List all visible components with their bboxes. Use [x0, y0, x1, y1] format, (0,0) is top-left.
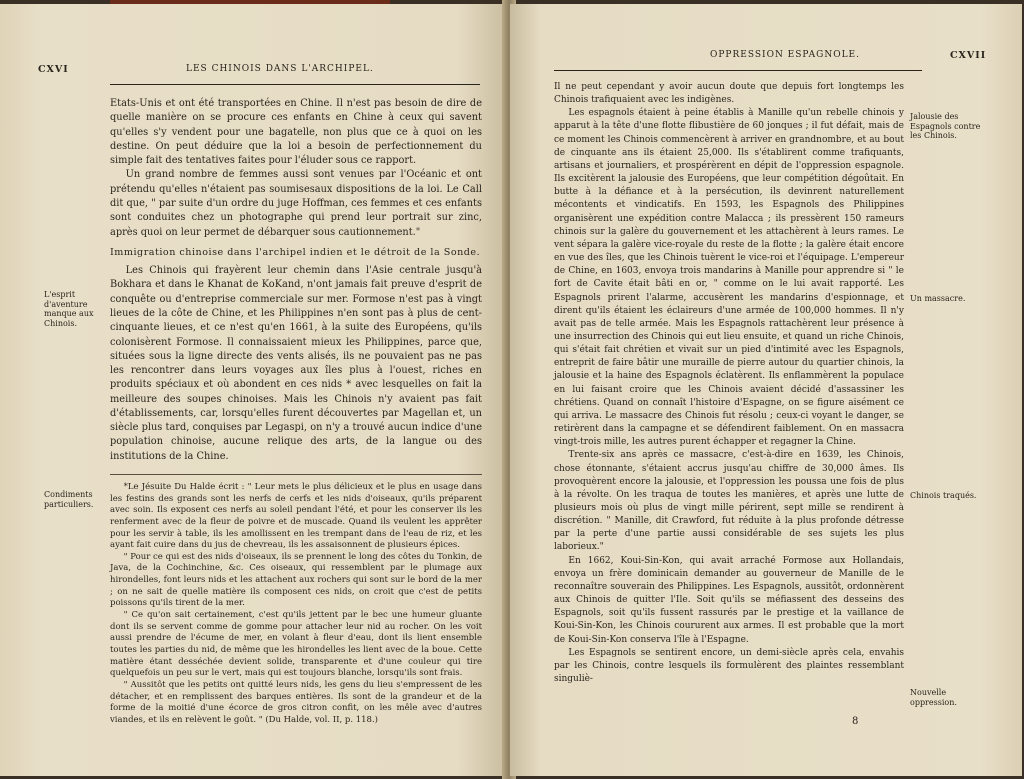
left-head-rule [110, 84, 480, 85]
right-paragraph-3: Trente-six ans après ce massacre, c'est-à-dire en 1639, les Chinois, chose étonnante, s'étaient accrus jusqu'au chiffre de 30,000 âmes. Ils provoquèrent encore la jalousie, et l'oppression les poussa une fois de plus à la révolte. On les traqua de toutes les manières, et après une lutte de plusieurs mois où plus de vingt mille périrent, sept mille se rendirent à discrétion. " Manille, dit Crawford, fut réduite à la plus profonde détresse par la perte d'une partie aussi considérable de ses sujets les plus laborieux." [554, 450, 904, 553]
right-paragraph-2: Les espagnols étaient à peine établis à Manille qu'un rebelle chinois y apparut à la tête d'une flotte flibustière de 60 jonques ; il fut défait, mais de ce moment les Chinois commencèrent à arriver en grandnombre, et au bout de cinquante ans ils étaient 25,000. Ils s'établirent comme trafiquants, artisans et journaliers, et prospérèrent en dépit de l'oppression espagnole. Ils excitèrent la jalousie des Européens, que leur compétition dégoûtait. En butte à la défiance et à la persécution, ils devinrent naturellement mécontents et vindicatifs. En 1593, les Espagnols des Philippines organisèrent une expédition contre Malacca ; ils pressèrent 150 rameurs chinois sur la galère du gouvernement et les attachèrent à leurs rames. Le vent sépara la galère vice-royale du reste de la flotte ; la galère était encore en vue des îles, que les Chinois tuèrent le vice-roi et l'équipage. L'empereur de Chine, en 1603, envoya trois mandarins à Manille pour apprendre si " le fort de Cavite était bâti en or, " comme on le lui avait rapporté. Les Espagnols prirent l'alarme, accusèrent les mandarins d'espionnage, et dirent qu'ils étaient les éclaireurs d'une armée de 100,000 hommes. Il n'y avait pas de telle armée. Mais les Espagnols rattachèrent leur présence à une insurrection des Chinois qui eut lieu ensuite, et quand un riche Chinois, qui s'était fait chrétien et vivait sur un pied d'intimité avec les Espagnols, entreprit de faire bâtir une muraille de pierre autour du quartier chinois, la jalousie et la haine des Espagnols éclatèrent. Ils enflammèrent la populace en lui faisant croire que les Chinois avaient décidé d'assassiner les chrétiens. Quand on connaît l'histoire d'Espagne, on se figure aisément ce qui arriva. Le massacre des Chinois fut résolu ; ceux-ci voyant le danger, se retirèrent dans la campagne et se défendirent faiblement. On en massacra vingt-trois mille, les autres purent échapper et regagner la Chine. [554, 108, 904, 448]
footnote-2: " Pour ce qui est des nids d'oiseaux, ils se prennent le long des côtes du Tonkin, de Java, de la Cochinchine, &c. Ces oiseaux, qui ressemblent par le plumage aux hirondelles, font leurs nids et les attachent aux rochers qui sont sur le bord de la mer ; on ne sait de quelle matière ils composent ces nids, on croit que c'est de petits poissons qu'ils tirent de la mer. [110, 551, 482, 609]
section-heading: Immigration chinoise dans l'archipel indien et le détroit de la Sonde. [110, 246, 481, 258]
right-main-text [554, 81, 904, 686]
left-margin-note-1: L'esprit d'aventure manque aux Chinois. [44, 290, 94, 328]
right-margin-note-3: Chinois traqués. [910, 491, 977, 500]
footnote-3: " Ce qu'on sait certainement, c'est qu'ils jettent par le bec une humeur gluante dont ils se servent comme de gomme pour attacher leur nid au rocher. On les voit aussi prendre de l'écume de mer, en volant à fleur d'eau, dont ils lient ensemble toutes les parties du nid, de même que les hirondelles les lient avec de la boue. Cette matière étant desséchée devient solide, transparente et d'une couleur qui tire quelquefois un peu sur le vert, mais qui est toujours blanche, lorsqu'ils sont frais. [110, 610, 482, 679]
footnote-1: *Le Jésuite Du Halde écrit : " Leur mets le plus délicieux et le plus en usage dans les festins des grands sont les nerfs de cerfs et les nids d'oiseaux, qu'ils préparent avec soin. Ils exposent ces nerfs au soleil pendant l'été, et pour les conserver ils les renferment avec de la fleur de poivre et de muscade. Quand ils veulent les apprêter pour les servir à table, ils les amollissent en les trempant dans de l'eau de riz, et les ayant fait cuire dans du jus de chevreau, ils les assaisonnent de plusieurs épices. [110, 482, 482, 551]
left-paragraph-1: Etats-Unis et ont été transportées en Chine. Il n'est pas besoin de dire de quelle manière on se procure ces enfants en Chine à ceux qui savent qu'elles s'y vendent pour une bagatelle, non plus que ce à quoi on les destine. On peut déduire que la loi a besoin de perfectionnement du simple fait des tentatives faites pour l'éluder sous ce rapport. [110, 98, 482, 167]
footnotes [110, 482, 482, 726]
left-page [0, 4, 508, 776]
left-page-number: CXVI [38, 64, 69, 75]
right-head-rule [554, 70, 922, 71]
left-paragraph-2: Un grand nombre de femmes aussi sont venues par l'Océanic et ont prétendu qu'elles n'étaient pas soumisesaux dispositions de la loi. Le Call dit que, " par suite d'un ordre du juge Hoffman, ces femmes et ces enfants sont conduites chez un photographe qui prend leur portrait sur zinc, après quoi on leur permet de débarquer sous cautionnement." [110, 169, 482, 238]
left-margin-note-2: Condiments particuliers. [44, 490, 94, 509]
right-page-number: CXVII [950, 50, 987, 61]
signature-mark: 8 [852, 716, 859, 727]
right-running-head: OPPRESSION ESPAGNOLE. [710, 50, 860, 60]
left-running-head: LES CHINOIS DANS L'ARCHIPEL. [186, 64, 374, 74]
right-page [510, 4, 1022, 776]
footnote-4: " Aussitôt que les petits ont quitté leurs nids, les gens du lieu s'empressent de les détacher, et en remplissent des barques entières. Ils sont de la grandeur et de la forme de la moitié d'une écorce de gros citron confit, on les mêle avec d'autres viandes, et ils en relèvent le goût. " (Du Halde, vol. II, p. 118.) [110, 679, 482, 725]
right-margin-note-1: Jalousie des Espagnols contre les Chinois. [910, 112, 981, 140]
right-paragraph-5: Les Espagnols se sentirent encore, un demi-siècle après cela, envahis par les Chinois, contre lesquels ils formulèrent des plaintes ressemblant singuliè- [554, 647, 904, 685]
left-main-text [110, 97, 482, 464]
left-paragraph-3: Les Chinois qui frayèrent leur chemin dans l'Asie centrale jusqu'à Bokhara et dans le Khanat de KoKand, n'ont jamais fait preuve d'esprit de conquête ou d'entreprise commerciale sur mer. Formose n'est pas à vingt lieues de la côte de Chine, et les Philippines n'en sont pas à plus de cent-cinquante lieues, et ce n'est qu'en 1661, à la suite des Européens, qu'ils colonisèrent Formose. Il connaissaient mieux les Philippines, parce que, situées sous la ligne directe des vents alisés, ils ne pouvaient pas ne pas les rencontrer dans leurs voyages aux îles plus à l'ouest, riches en produits spéciaux et où abondent en ces nids * avec lesquelles on fait la meilleure des soupes chinoises. Mais les Chinois n'y avaient pas fait d'établissements, car, lorsqu'elles furent découvertes par Magellan et, un siècle plus tard, conquises par Legaspi, on n'y a trouvé aucun indice d'une population chinoise, aucune relique des arts, de la langue ou des institutions de la Chine. [110, 265, 482, 462]
right-paragraph-1: Il ne peut cependant y avoir aucun doute que depuis fort longtemps les Chinois trafiquaient avec les indigènes. [554, 82, 904, 106]
right-paragraph-4: En 1662, Koui-Sin-Kon, qui avait arraché Formose aux Hollandais, envoya un frère dominicain demander au gouverneur de Manille de le reconnaître souverain des Philippines. Les Espagnols, aussitôt, ordonnèrent aux Chinois de quitter l'Ile. Soit qu'ils se méfiassent des desseins des Espagnols, soit qu'ils fussent rassurés par le prestige et la vaillance de Koui-Sin-Kon, les Chinois coururent aux armes. Il est probable que la mort de Koui-Sin-Kon conserva l'île à l'Espagne. [554, 555, 904, 645]
footnote-rule [110, 474, 482, 475]
right-margin-note-2: Un massacre. [910, 294, 966, 303]
right-margin-note-4: Nouvelle oppression. [910, 688, 957, 707]
